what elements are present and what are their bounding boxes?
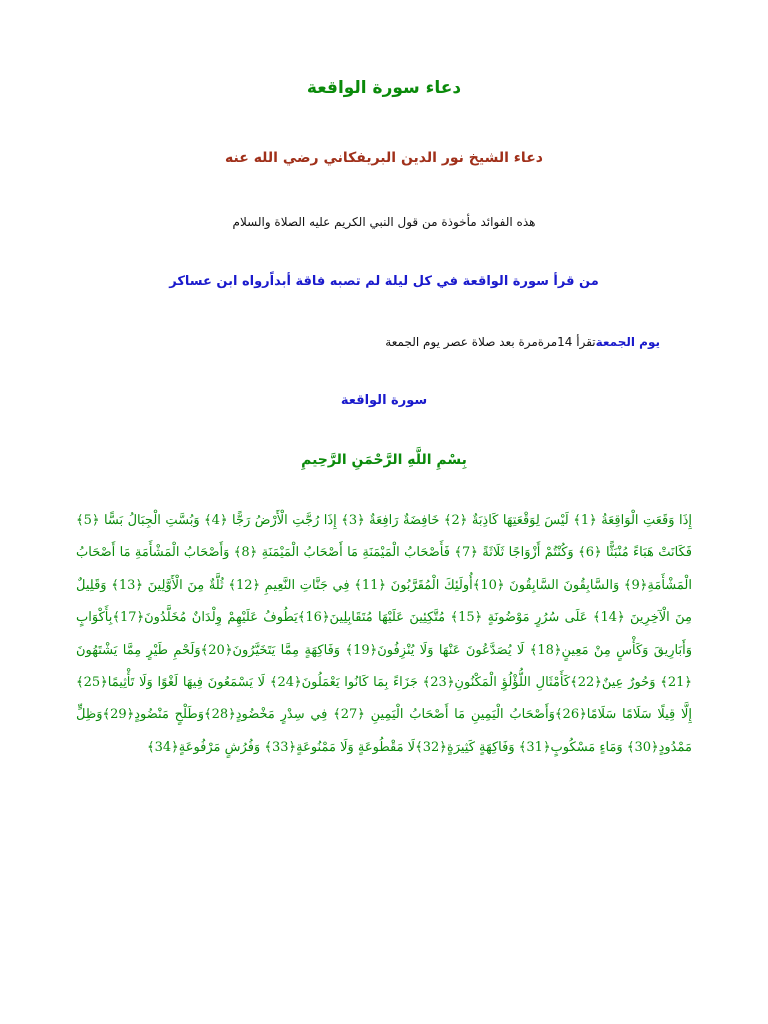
hadith-text: من قرأ سورة الواقعة في كل ليلة لم تصبه فاقة أبداًرواه ابن عساكر (169, 274, 599, 289)
surah-heading: سورة الواقعة (340, 393, 428, 408)
friday-instruction-text: تقرأ 14مرةمرة بعد صلاة عصر يوم الجمعة (385, 335, 596, 349)
basmala: بِسْمِ اللَّهِ الرَّحْمَنِ الرَّحِيمِ (301, 452, 467, 468)
surah-verses: إِذَا وَقَعَتِ الْوَاقِعَةُ ﴿1﴾ لَيْسَ لِوَقْعَتِهَا كَاذِبَةٌ ﴿2﴾ خَافِضَةٌ رَافِعَةٌ ﴿3﴾ إِذَا رُجَّتِ الْأَرْضُ رَجًّا ﴿4﴾ وَبُسَّتِ الْجِبَالُ بَسًّا ﴿5﴾ فَكَانَتْ هَبَاءً مُنْبَثًّا ﴿6﴾ وَكُنْتُمْ أَزْوَاجًا ثَلَاثَةً ﴿7﴾ فَأَصْحَابُ الْمَيْمَنَةِ مَا أَصْحَابُ الْمَيْمَنَةِ ﴿8﴾ وَأَصْحَابُ الْمَشْأَمَةِ مَا أَصْحَابُ الْمَشْأَمَةِ﴿9﴾ وَالسَّابِقُونَ السَّابِقُونَ ﴿10﴾أُولَئِكَ الْمُقَرَّبُونَ ﴿11﴾ فِي جَنَّاتِ النَّعِيمِ ﴿12﴾ ثُلَّةٌ مِنَ الْأَوَّلِينَ ﴿13﴾ وَقَلِيلٌ مِنَ الْآخِرِينَ ﴿14﴾ عَلَى سُرُرٍ مَوْضُونَةٍ ﴿15﴾ مُتَّكِئِينَ عَلَيْهَا مُتَقَابِلِينَ﴿16﴾يَطُوفُ عَلَيْهِمْ وِلْدَانٌ مُخَلَّدُونَ﴿17﴾بِأَكْوَابٍ وَأَبَارِيقَ وَكَأْسٍ مِنْ مَعِينٍ﴿18﴾ لَا يُصَدَّعُونَ عَنْهَا وَلَا يُنْزِفُونَ﴿19﴾ وَفَاكِهَةٍ مِمَّا يَتَخَيَّرُونَ﴿20﴾وَلَحْمِ طَيْرٍ مِمَّا يَشْتَهُونَ ﴿21﴾ وَحُورٌ عِينٌ﴿22﴾كَأَمْثَالِ اللُّؤْلُؤِ الْمَكْنُونِ﴿23﴾ جَزَاءً بِمَا كَانُوا يَعْمَلُونَ﴿24﴾ لَا يَسْمَعُونَ فِيهَا لَغْوًا وَلَا تَأْثِيمًا﴿25﴾ إِلَّا قِيلًا سَلَامًا سَلَامًا﴿26﴾وَأَصْحَابُ الْيَمِينِ مَا أَصْحَابُ الْيَمِينِ ﴿27﴾ فِي سِدْرٍ مَخْضُودٍ﴿28﴾وَطَلْحٍ مَنْضُودٍ﴿29﴾وَظِلٍّ مَمْدُودٍ﴿30﴾ وَمَاءٍ مَسْكُوبٍ﴿31﴾ وَفَاكِهَةٍ كَثِيرَةٍ﴿32﴾لَا مَقْطُوعَةٍ وَلَا مَمْنُوعَةٍ﴿33﴾ وَفُرُشٍ مَرْفُوعَةٍ﴿34﴾ (76, 513, 693, 755)
page-title: دعاء سورة الواقعة (306, 78, 462, 98)
friday-label: يوم الجمعة (595, 335, 660, 349)
friday-instruction (385, 335, 660, 349)
page-subtitle: دعاء الشيخ نور الدين البريفكاني رضي الله عنه (225, 150, 543, 166)
intro-note: هذه الفوائد مأخوذة من قول النبي الكريم عليه الصلاة والسلام (232, 215, 536, 229)
